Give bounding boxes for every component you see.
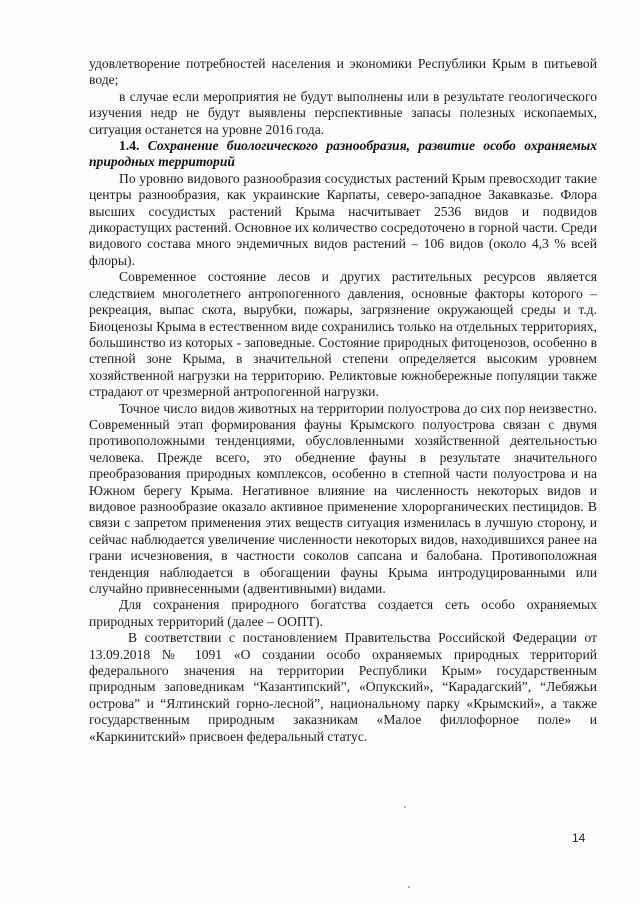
page-number: 14 (572, 831, 586, 845)
paragraph-fauna: Точное число видов животных на территории полуострова до сих пор неизвестно. Современный этап формирования фауны Крымского полуострова связан с двумя противоположными тенденциями, обусловленными хозяйственной деятельностью человека. Прежде всего, это обеднение фауны в результате значительного преобразования природных комплексов, особенно в степной части полуострова и на Южном берегу Крыма. Негативное влияние на численность некоторых видов и видовое разнообразие оказало активное применение хлорорганических пестицидов. В связи с запретом применения этих веществ ситуация изменилась в лучшую сторону, и сейчас наблюдается увеличение численности некоторых видов, находившихся ранее на грани исчезновения, в частности соколов сапсана и балобана. Противоположная тенденция наблюдается в обогащении фауны Крыма интродуцированными или случайно привнесенными (адвентивными) видами. (89, 400, 597, 596)
paragraph-federal-status: В соответствии с постановлением Правительства Российской Федерации от 13.09.2018 № 1091 «О создании особо охраняемых природных территорий федерального значения на территории Республики Крым» государственным природным заповедникам “Казантипский”, «Опукский», “Карадагский”, “Лебяжьи острова” и “Ялтинский горно-лесной”, национальному парку «Крымский», а также государственным природным заказникам «Малое филлофорное поле» и «Каркинитский» присвоен федеральный статус. (89, 630, 597, 744)
document-body (89, 56, 597, 745)
section-title: Сохранение биологического разнообразия, развитие особо охраняемых природных территорий (89, 138, 597, 170)
section-heading (89, 138, 597, 171)
paragraph-flora: По уровню видового разнообразия сосудистых растений Крым превосходит такие центры разнообразия, как украинские Карпаты, северо-западное Закавказье. Флора высших сосудистых растений Крыма насчитывает 2536 видов и подвидов дикорастущих растений. Основное их количество сосредоточено в горной части. Среди видового состава много эндемичных видов растений – 106 видов (около 4,3 % всей флоры). (89, 170, 597, 268)
scan-speck (408, 886, 410, 888)
paragraph-geology: в случае если мероприятия не будут выполнены или в результате геологического изучения недр не будут выявлены перспективные запасы полезных ископаемых, ситуация останется на уровне 2016 года. (89, 88, 597, 137)
paragraph-intro-tail: удовлетворение потребностей населения и экономики Республики Крым в питьевой воде; (89, 56, 597, 88)
scan-speck (404, 806, 406, 808)
paragraph-forests: Современное состояние лесов и других растительных ресурсов является следствием многолетнего антропогенного давления, основные факторы которого – рекреация, выпас скота, вырубки, пожары, загрязнение окружающей среды и т.д. Биоценозы Крыма в естественном виде сохранились только на отдельных территориях, большинство из которых - заповедные. Состояние природных фитоценозов, особенно в степной зоне Крыма, в значительной степени определяется высоким уровнем хозяйственной нагрузки на территорию. Реликтовые южнобережные популяции также страдают от чрезмерной антропогенной нагрузки. (89, 269, 597, 400)
section-number: 1.4. (119, 138, 140, 154)
paragraph-oopt-network: Для сохранения природного богатства создается сеть особо охраняемых природных территорий (далее – ООПТ). (89, 597, 597, 629)
